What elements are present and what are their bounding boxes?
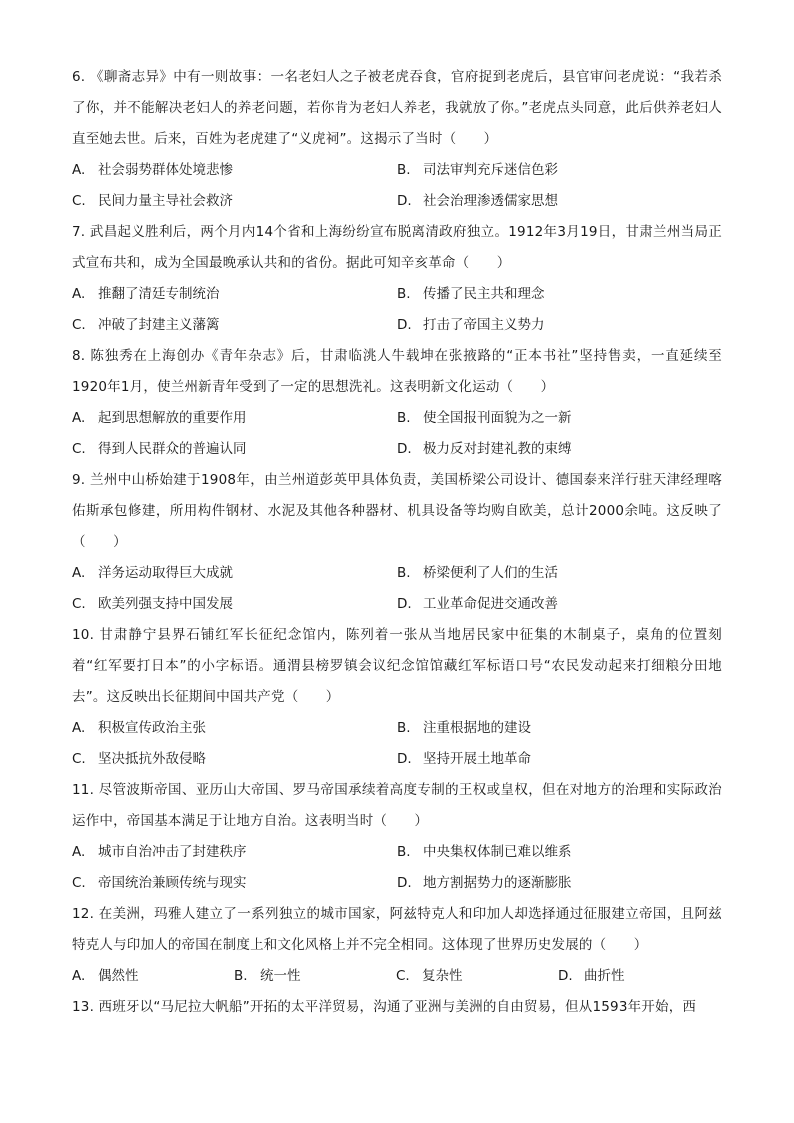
option-label: C. xyxy=(72,441,86,457)
options xyxy=(72,558,722,620)
option-c[interactable] xyxy=(72,310,397,341)
option-text: 注重根据地的建设 xyxy=(423,720,531,736)
option-label: A. xyxy=(72,162,86,178)
option-text: 复杂性 xyxy=(422,968,463,984)
option-label: A. xyxy=(72,968,86,984)
option-text: 民间力量主导社会救济 xyxy=(98,193,233,209)
option-label: B. xyxy=(397,565,411,581)
option-text: 冲破了封建主义藩篱 xyxy=(98,317,220,333)
option-text: 中央集权体制已难以维系 xyxy=(423,844,572,860)
question-6 xyxy=(72,62,722,217)
option-c[interactable] xyxy=(72,186,397,217)
question-7 xyxy=(72,217,722,341)
option-label: A. xyxy=(72,410,86,426)
option-text: 欧美列强支持中国发展 xyxy=(98,596,233,612)
options xyxy=(72,403,722,465)
option-c[interactable] xyxy=(396,961,558,992)
option-text: 积极宣传政治主张 xyxy=(98,720,206,736)
option-c[interactable] xyxy=(72,868,397,899)
option-label: B. xyxy=(234,968,248,984)
option-text: 曲折性 xyxy=(584,968,625,984)
options xyxy=(72,961,722,992)
question-stem: 7. 武昌起义胜利后，两个月内14个省和上海纷纷宣布脱离清政府独立。1912年3月19日，甘肃兰州当局正式宣布共和，成为全国最晚承认共和的省份。据此可知辛亥革命（ ） xyxy=(72,224,722,271)
option-text: 推翻了清廷专制统治 xyxy=(98,286,220,302)
option-b[interactable] xyxy=(397,713,722,744)
option-label: D. xyxy=(397,596,412,612)
option-text: 社会治理渗透儒家思想 xyxy=(423,193,558,209)
question-10 xyxy=(72,620,722,775)
option-b[interactable] xyxy=(397,837,722,868)
option-text: 洋务运动取得巨大成就 xyxy=(98,565,233,581)
option-text: 极力反对封建礼教的束缚 xyxy=(423,441,572,457)
options xyxy=(72,155,722,217)
option-b[interactable] xyxy=(397,155,722,186)
option-a[interactable] xyxy=(72,403,397,434)
options xyxy=(72,279,722,341)
option-label: A. xyxy=(72,286,86,302)
option-text: 得到人民群众的普遍认同 xyxy=(98,441,247,457)
option-text: 地方割据势力的逐渐膨胀 xyxy=(423,875,572,891)
option-label: B. xyxy=(397,410,411,426)
option-label: B. xyxy=(397,162,411,178)
option-d[interactable] xyxy=(397,186,722,217)
option-text: 传播了民主共和理念 xyxy=(423,286,545,302)
option-label: B. xyxy=(397,844,411,860)
option-d[interactable] xyxy=(397,589,722,620)
option-label: C. xyxy=(396,968,410,984)
option-label: D. xyxy=(397,875,412,891)
options xyxy=(72,837,722,899)
option-text: 城市自治冲击了封建秩序 xyxy=(98,844,247,860)
option-label: B. xyxy=(397,286,411,302)
option-a[interactable] xyxy=(72,558,397,589)
option-label: D. xyxy=(397,751,412,767)
option-text: 社会弱势群体处境悲惨 xyxy=(98,162,233,178)
option-d[interactable] xyxy=(558,961,720,992)
option-a[interactable] xyxy=(72,837,397,868)
option-label: D. xyxy=(397,193,412,209)
question-stem: 13. 西班牙以“马尼拉大帆船”开拓的太平洋贸易，沟通了亚洲与美洲的自由贸易，但从1593年开始，西 xyxy=(72,999,697,1015)
option-text: 帝国统治兼顾传统与现实 xyxy=(98,875,247,891)
question-stem: 6. 《聊斋志异》中有一则故事：一名老妇人之子被老虎吞食，官府捉到老虎后，县官审问老虎说：“我若杀了你，并不能解决老妇人的养老问题，若你肯为老妇人养老，我就放了你。”老虎点头同意，此后供养老妇人直至她去世。后来，百姓为老虎建了“义虎祠”。这揭示了当时（ ） xyxy=(72,69,722,147)
option-b[interactable] xyxy=(397,558,722,589)
option-text: 统一性 xyxy=(260,968,301,984)
option-label: C. xyxy=(72,317,86,333)
option-b[interactable] xyxy=(234,961,396,992)
question-stem: 8. 陈独秀在上海创办《青年杂志》后，甘肃临洮人牛载坤在张掖路的“正本书社”坚持售卖，一直延续至1920年1月，使兰州新青年受到了一定的思想洗礼。这表明新文化运动（ ） xyxy=(72,348,722,395)
question-12 xyxy=(72,899,722,992)
options xyxy=(72,713,722,775)
option-text: 司法审判充斥迷信色彩 xyxy=(423,162,558,178)
option-label: C. xyxy=(72,875,86,891)
option-label: A. xyxy=(72,720,86,736)
option-label: C. xyxy=(72,751,86,767)
option-b[interactable] xyxy=(397,279,722,310)
option-c[interactable] xyxy=(72,744,397,775)
question-stem: 9. 兰州中山桥始建于1908年，由兰州道彭英甲具体负责，美国桥梁公司设计、德国泰来洋行驻天津经理喀佑斯承包修建，所用构件钢材、水泥及其他各种器材、机具设备等均购自欧美，总计2000余吨。这反映了（ ） xyxy=(72,472,722,550)
option-c[interactable] xyxy=(72,434,397,465)
option-label: D. xyxy=(397,317,412,333)
option-b[interactable] xyxy=(397,403,722,434)
question-stem: 12. 在美洲，玛雅人建立了一系列独立的城市国家，阿兹特克人和印加人却选择通过征服建立帝国，且阿兹特克人与印加人的帝国在制度上和文化风格上并不完全相同。这体现了世界历史发展的（ ） xyxy=(72,906,722,953)
option-a[interactable] xyxy=(72,961,234,992)
option-a[interactable] xyxy=(72,279,397,310)
option-d[interactable] xyxy=(397,744,722,775)
option-text: 桥梁便利了人们的生活 xyxy=(423,565,558,581)
option-d[interactable] xyxy=(397,434,722,465)
option-label: A. xyxy=(72,565,86,581)
option-a[interactable] xyxy=(72,713,397,744)
option-d[interactable] xyxy=(397,868,722,899)
option-label: A. xyxy=(72,844,86,860)
question-stem: 11. 尽管波斯帝国、亚历山大帝国、罗马帝国承续着高度专制的王权或皇权，但在对地方的治理和实际政治运作中，帝国基本满足于让地方自治。这表明当时（ ） xyxy=(72,782,722,829)
option-a[interactable] xyxy=(72,155,397,186)
option-text: 起到思想解放的重要作用 xyxy=(98,410,247,426)
option-c[interactable] xyxy=(72,589,397,620)
option-text: 坚决抵抗外敌侵略 xyxy=(98,751,206,767)
question-stem: 10. 甘肃静宁县界石铺红军长征纪念馆内，陈列着一张从当地居民家中征集的木制桌子，桌角的位置刻着“红军要打日本”的小字标语。通渭县榜罗镇会议纪念馆馆藏红军标语口号“农民发动起来打细粮分田地去”。这反映出长征期间中国共产党（ ） xyxy=(72,627,722,705)
question-list xyxy=(72,62,722,1023)
option-d[interactable] xyxy=(397,310,722,341)
option-label: B. xyxy=(397,720,411,736)
option-text: 工业革命促进交通改善 xyxy=(423,596,558,612)
question-8 xyxy=(72,341,722,465)
option-text: 偶然性 xyxy=(98,968,139,984)
option-text: 使全国报刊面貌为之一新 xyxy=(423,410,572,426)
option-text: 坚持开展土地革命 xyxy=(423,751,531,767)
question-9 xyxy=(72,465,722,620)
option-label: D. xyxy=(397,441,412,457)
option-label: C. xyxy=(72,596,86,612)
question-13 xyxy=(72,992,722,1023)
question-11 xyxy=(72,775,722,899)
option-text: 打击了帝国主义势力 xyxy=(423,317,545,333)
option-label: D. xyxy=(558,968,573,984)
option-label: C. xyxy=(72,193,86,209)
